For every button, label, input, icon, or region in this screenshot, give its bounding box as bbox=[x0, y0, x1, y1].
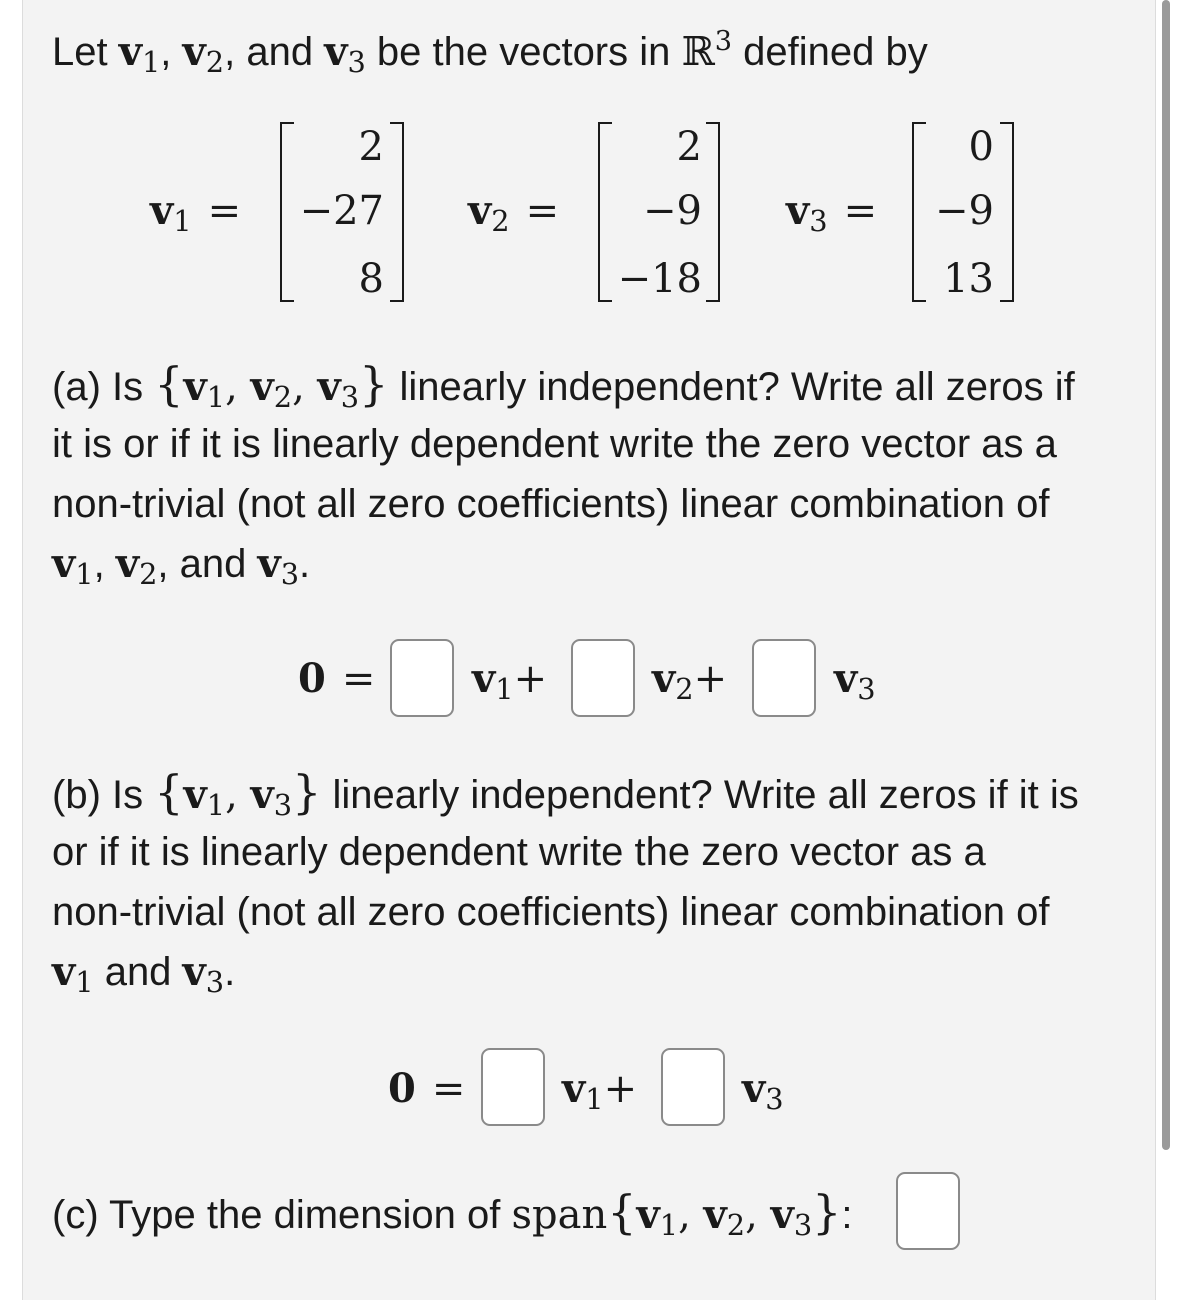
intro-line: Let $v_1$, $v_2$, and $v_3$ be the vectors in ℝ$^3$ defined by bbox=[52, 26, 928, 80]
eq-a-zero: 0 = bbox=[298, 655, 376, 702]
part-a-line-4: $v_1$, $v_2$, and $v_3$. bbox=[52, 540, 311, 592]
eq-b-zero: 0 = bbox=[388, 1065, 466, 1112]
v1-right-bracket bbox=[390, 122, 404, 302]
v1-entry-1: 2 bbox=[358, 124, 384, 170]
v2-entry-2: −9 bbox=[643, 188, 702, 234]
part-b-line-2: or if it is linearly dependent write the zero vector as a bbox=[52, 830, 986, 874]
eq-a-term-3: $v_3$ bbox=[834, 655, 876, 707]
coefficient-b2-input[interactable] bbox=[661, 1048, 725, 1126]
coefficient-a3-input[interactable] bbox=[752, 639, 816, 717]
coefficient-a2-input[interactable] bbox=[571, 639, 635, 717]
scrollbar[interactable] bbox=[1162, 0, 1170, 1150]
part-b-line-4: $v_1$ and $v_3$. bbox=[52, 948, 236, 1000]
v2-left-bracket bbox=[598, 122, 612, 302]
part-a-line-3: non-trivial (not all zero coefficients) linear combination of bbox=[52, 482, 1050, 526]
v3-left-bracket bbox=[912, 122, 926, 302]
part-c-line: (c) Type the dimension of $span\{v_1$, $v_2$, $v_3$}: bbox=[52, 1185, 853, 1243]
v3-entry-2: −9 bbox=[935, 188, 994, 234]
part-b-line-3: non-trivial (not all zero coefficients) linear combination of bbox=[52, 890, 1050, 934]
real-numbers-symbol: ℝ bbox=[681, 28, 715, 75]
v3-entry-3: 13 bbox=[943, 256, 994, 302]
eq-a-term-1: $v_1+$ bbox=[472, 655, 548, 707]
part-b-line-1: (b) Is {$v_1$, $v_3$} linearly independent? Write all zeros if it is bbox=[52, 765, 1079, 823]
eq-a-term-2: $v_2+$ bbox=[652, 655, 728, 707]
v1-entry-2: −27 bbox=[299, 188, 384, 234]
v3-label: $v_3$ = bbox=[786, 187, 878, 239]
coefficient-a1-input[interactable] bbox=[390, 639, 454, 717]
v1-entry-3: 8 bbox=[358, 256, 384, 302]
v2-entry-1: 2 bbox=[676, 124, 702, 170]
part-a-line-1: (a) Is {$v_1$, $v_2$, $v_3$} linearly independent? Write all zeros if bbox=[52, 357, 1075, 415]
v3-entry-1: 0 bbox=[968, 124, 994, 170]
v2-label: $v_2$ = bbox=[468, 187, 560, 239]
eq-b-term-1: $v_1+$ bbox=[562, 1065, 638, 1117]
v3-right-bracket bbox=[1000, 122, 1014, 302]
v1-left-bracket bbox=[280, 122, 294, 302]
v1-label: $v_1$ = bbox=[150, 187, 242, 239]
coefficient-b1-input[interactable] bbox=[481, 1048, 545, 1126]
eq-b-term-2: $v_3$ bbox=[742, 1065, 784, 1117]
dimension-input[interactable] bbox=[896, 1172, 960, 1250]
v2-entry-3: −18 bbox=[617, 256, 702, 302]
part-a-line-2: it is or if it is linearly dependent write the zero vector as a bbox=[52, 422, 1057, 466]
v2-right-bracket bbox=[706, 122, 720, 302]
